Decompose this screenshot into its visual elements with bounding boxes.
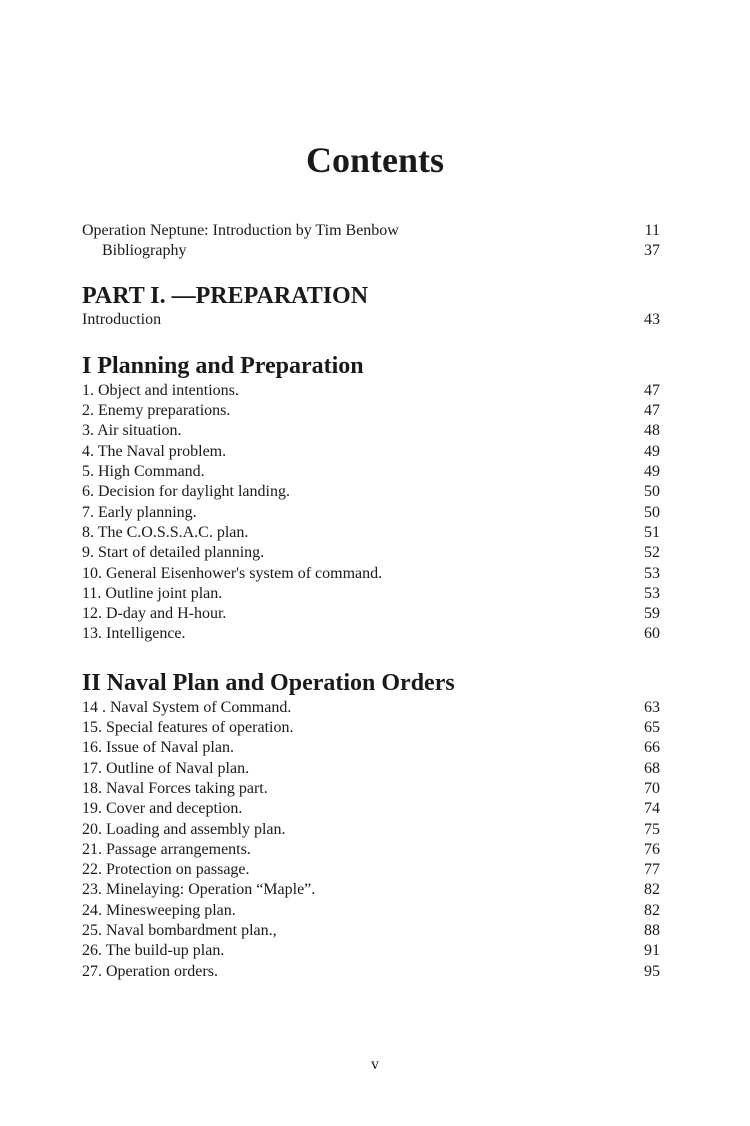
toc-entry[interactable] (82, 799, 660, 819)
toc-entry-page: 95 (644, 962, 660, 980)
toc-entry-page: 60 (644, 625, 660, 643)
toc-entry-page: 68 (644, 759, 660, 777)
toc-entry-label: 12. D-day and H-hour. (82, 605, 227, 623)
toc-entry-label: 2. Enemy preparations. (82, 402, 231, 420)
toc-entry[interactable] (82, 241, 660, 261)
toc-entry-label: 5. High Command. (82, 463, 205, 481)
toc-entry[interactable] (82, 921, 660, 941)
toc-entry-label: 3. Air situation. (82, 422, 182, 440)
toc-entry-page: 11 (644, 222, 660, 239)
toc-entry-label: 10. General Eisenhower's system of command. (82, 564, 383, 582)
toc-entry[interactable] (82, 779, 660, 799)
toc-entry[interactable] (82, 310, 660, 330)
toc-entry-page: 47 (644, 381, 660, 399)
toc-entry-label: 1. Object and intentions. (82, 381, 239, 399)
toc-entry-label: 8. The C.O.S.S.A.C. plan. (82, 523, 249, 541)
toc-entry[interactable] (82, 860, 660, 880)
toc-entry-label: 23. Minelaying: Operation “Maple”. (82, 881, 316, 899)
toc-entry[interactable] (82, 523, 660, 543)
toc-entry-label: 14 . Naval System of Command. (82, 698, 292, 716)
toc-entry-page: 50 (644, 503, 660, 521)
page-title: Contents (305, 140, 444, 180)
toc-entry-page: 52 (644, 544, 660, 562)
toc-entry-page: 43 (644, 310, 660, 328)
toc-entry-page: 88 (644, 922, 660, 940)
toc-entry-page: 77 (644, 861, 660, 879)
toc-entry[interactable] (82, 880, 660, 900)
toc-entry-label: 18. Naval Forces taking part. (82, 779, 268, 797)
toc-entry-page: 65 (644, 719, 660, 737)
toc-entry[interactable] (82, 462, 660, 482)
toc-entry-page: 49 (644, 463, 660, 481)
chapter-heading: II Naval Plan and Operation Orders (82, 669, 455, 696)
toc-entry[interactable] (82, 718, 660, 738)
toc-entry-label: Bibliography (102, 242, 187, 260)
toc-entry-page: 47 (644, 402, 660, 420)
toc-entry[interactable] (82, 759, 660, 779)
toc-entry-label: 25. Naval bombardment plan., (82, 922, 277, 940)
toc-entry[interactable] (82, 503, 660, 523)
toc-entry-label: 21. Passage arrangements. (82, 840, 251, 858)
toc-entry-page: 59 (644, 605, 660, 623)
toc-entry-page: 66 (644, 739, 660, 757)
toc-entry[interactable] (82, 698, 660, 718)
toc-entry-label: 26. The build-up plan. (82, 942, 225, 960)
toc-entry[interactable] (82, 584, 660, 604)
toc-entry-page: 49 (644, 442, 660, 460)
toc-entry-label: 19. Cover and deception. (82, 800, 243, 818)
toc-entry[interactable] (82, 442, 660, 462)
toc-entry[interactable] (82, 221, 660, 241)
toc-entry-page: 75 (644, 820, 660, 838)
toc-entry-label: 22. Protection on passage. (82, 861, 250, 879)
toc-entry[interactable] (82, 401, 660, 421)
toc-entry[interactable] (82, 381, 660, 401)
toc-entry[interactable] (82, 820, 660, 840)
toc-entry-label: 16. Issue of Naval plan. (82, 739, 234, 757)
toc-entry-label: Introduction (82, 310, 162, 328)
toc-entry-page: 50 (644, 483, 660, 501)
page-number: v (371, 1056, 379, 1073)
contents-list (82, 221, 660, 982)
toc-entry-label: 17. Outline of Naval plan. (82, 759, 250, 777)
toc-entry-label: 27. Operation orders. (82, 962, 218, 980)
toc-entry-page: 70 (644, 779, 660, 797)
toc-entry-page: 74 (644, 800, 660, 818)
toc-entry[interactable] (82, 624, 660, 644)
toc-entry-page: 53 (644, 564, 660, 582)
toc-entry-label: 4. The Naval problem. (82, 442, 227, 460)
toc-entry[interactable] (82, 962, 660, 982)
toc-entry-label: 6. Decision for daylight landing. (82, 483, 290, 501)
toc-entry-label: 7. Early planning. (82, 503, 197, 521)
toc-entry[interactable] (82, 941, 660, 961)
toc-entry-label: 13. Intelligence. (82, 625, 186, 643)
toc-entry[interactable] (82, 840, 660, 860)
toc-entry-page: 51 (644, 523, 660, 541)
toc-entry-page: 53 (644, 584, 660, 602)
toc-entry[interactable] (82, 564, 660, 584)
toc-entry[interactable] (82, 543, 660, 563)
toc-entry[interactable] (82, 482, 660, 502)
toc-entry-page: 82 (644, 881, 660, 899)
toc-entry-page: 82 (644, 901, 660, 919)
chapter-heading: I Planning and Preparation (82, 352, 364, 379)
toc-entry-page: 63 (644, 698, 660, 716)
toc-entry[interactable] (82, 901, 660, 921)
toc-entry-page: 48 (644, 422, 660, 440)
toc-entry[interactable] (82, 738, 660, 758)
part-heading: PART I. —PREPARATION (82, 282, 369, 309)
toc-entry[interactable] (82, 604, 660, 624)
toc-entry[interactable] (82, 421, 660, 441)
toc-entry-label: 15. Special features of operation. (82, 719, 294, 737)
toc-entry-page: 37 (644, 242, 660, 260)
toc-entry-page: 91 (644, 942, 660, 960)
toc-entry-label: 20. Loading and assembly plan. (82, 820, 286, 838)
toc-entry-label: 9. Start of detailed planning. (82, 544, 265, 562)
toc-entry-page: 76 (644, 840, 660, 858)
toc-entry-label: 24. Minesweeping plan. (82, 901, 236, 919)
toc-entry-label: 11. Outline joint plan. (82, 584, 223, 602)
toc-entry-label: Operation Neptune: Introduction by Tim Benbow (82, 222, 399, 239)
